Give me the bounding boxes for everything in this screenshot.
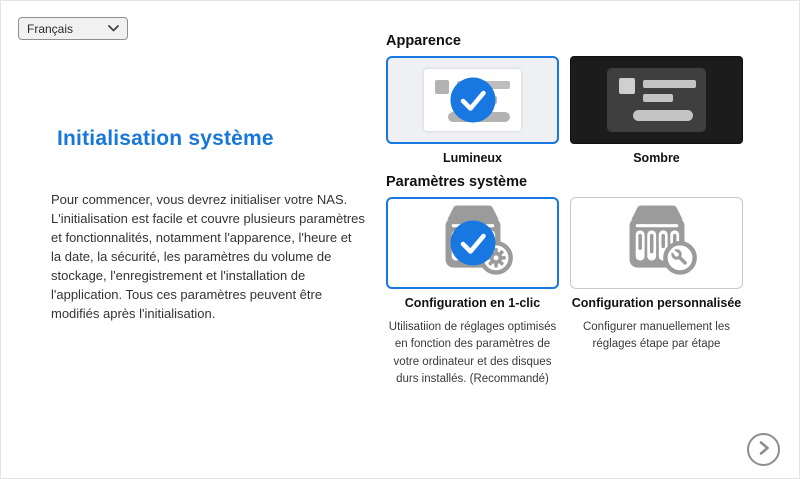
dark-theme-preview bbox=[607, 68, 706, 132]
setup-label-custom: Configuration personnalisée bbox=[571, 296, 742, 310]
system-settings-heading: Paramètres système bbox=[386, 174, 528, 190]
next-button[interactable] bbox=[747, 433, 780, 466]
appearance-heading: Apparence bbox=[386, 33, 461, 49]
setup-desc-custom: Configurer manuellement les réglages étape par étape bbox=[582, 321, 731, 351]
setup-label-one-click: Configuration en 1-clic bbox=[404, 296, 541, 310]
light-theme-preview bbox=[424, 69, 521, 131]
setup-option-custom[interactable] bbox=[570, 197, 743, 289]
chevron-right-icon bbox=[757, 440, 771, 459]
page-description: Pour commencer, vous devrez initialiser votre NAS. L'initialisation est facile et couvre plusieurs paramètres et fonctionnalités, notamment l'apparence, l'heure et la date, la sécurité, les paramètres du volume de stockage, l'enregistrement et l'installation de l'application. Tous ces paramètres peuvent être modifiés après l'initialisation. bbox=[51, 192, 365, 321]
theme-label-dark: Sombre bbox=[633, 151, 680, 165]
options-panel bbox=[386, 33, 742, 388]
language-select-value: Français bbox=[27, 21, 74, 36]
nas-wrench-icon bbox=[611, 202, 703, 285]
setup-option-one-click[interactable] bbox=[386, 197, 559, 289]
theme-label-light: Lumineux bbox=[442, 151, 503, 165]
theme-option-light[interactable] bbox=[386, 56, 559, 144]
language-select[interactable] bbox=[18, 17, 128, 40]
system-settings-section bbox=[386, 174, 742, 388]
page-title: Initialisation système bbox=[57, 127, 274, 150]
nas-gear-icon bbox=[427, 202, 519, 285]
setup-desc-one-click: Utilisatiion de réglages optimisés en fonction des paramètres de votre ordinateur et des disques durs installés. (Recommandé) bbox=[388, 321, 557, 385]
appearance-section bbox=[386, 33, 742, 165]
chevron-down-icon bbox=[108, 25, 119, 32]
theme-option-dark[interactable] bbox=[570, 56, 743, 144]
intro-panel bbox=[51, 119, 365, 324]
